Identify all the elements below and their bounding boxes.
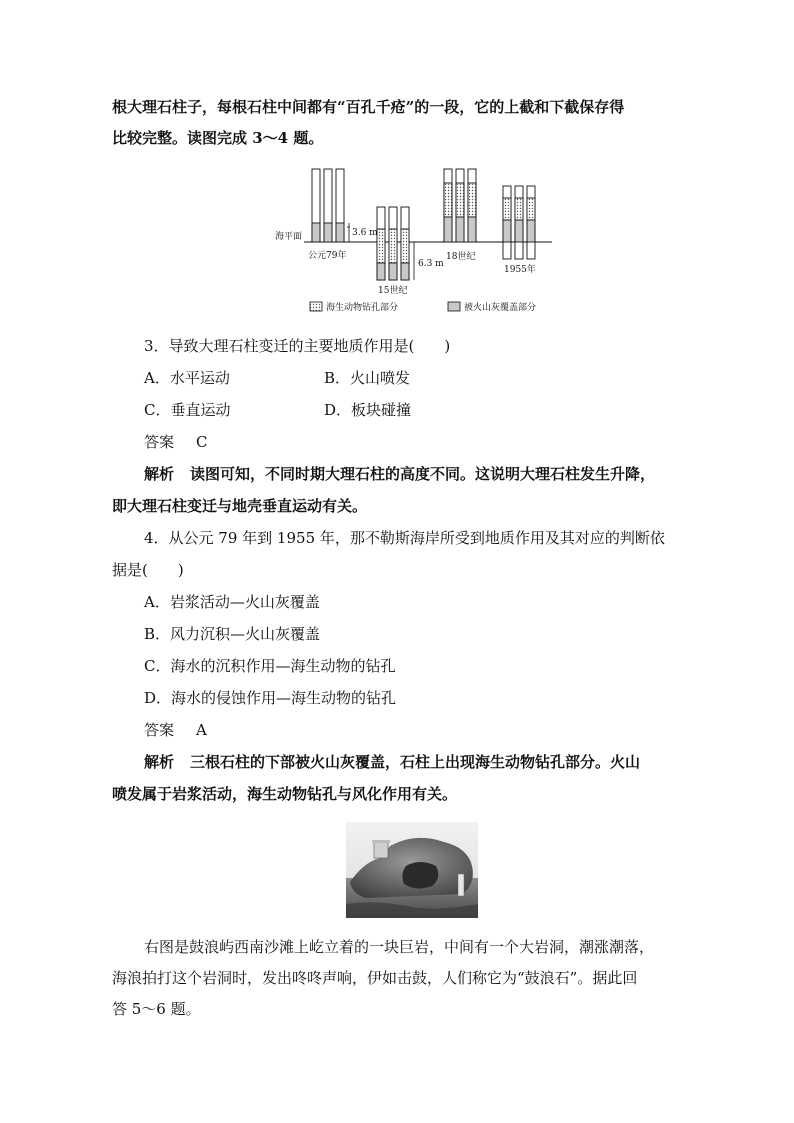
gulang-rock-photo [346,822,478,918]
q3-answer-label: 答案 [144,433,175,451]
q4-option-c: C．海水的沉积作用—海生动物的钻孔 [144,657,396,675]
q3-analysis-line-2: 即大理石柱变迁与地壳垂直运动有关。 [112,497,368,515]
pillar-group-1955 [503,186,535,259]
height-label-1: 3.6 m [352,228,378,238]
q4-analysis-line-2: 喷发属于岩浆活动，海生动物钻孔与风化作用有关。 [112,785,458,803]
period-label-1955: 1955年 [504,265,536,275]
q3-option-b: B．火山喷发 [324,369,411,387]
pillar-group-79 [312,169,344,242]
pillar-group-18c [444,169,476,242]
height-label-2: 6.3 m [418,259,444,269]
q3-answer [144,432,208,452]
q4-answer-label: 答案 [144,721,175,739]
legend-ash-label: 被火山灰覆盖部分 [464,303,537,313]
pillar-diagram [270,165,560,320]
legend-drill-label: 海生动物钻孔部分 [326,303,399,313]
q4-analysis-line-1 [144,752,640,772]
q3-option-c: C．垂直运动 [144,401,231,419]
q4-option-a: A．岩浆活动—火山灰覆盖 [144,593,320,611]
legend-drill-swatch [310,302,322,311]
intro-line-1: 根大理石柱子，每根石柱中间都有“百孔千疮”的一段，它的上截和下截保存得 [112,98,625,116]
legend-ash-swatch [448,302,460,311]
q3-analysis-label: 解析 [144,465,175,483]
q4-stem-line-2: 据是( ) [112,561,184,579]
q4-analysis-text-1: 三根石柱的下部被火山灰覆盖，石柱上出现海生动物钻孔部分。火山 [190,753,641,771]
q3-analysis-line-1 [144,464,655,484]
q3-analysis-text-1: 读图可知，不同时期大理石柱的高度不同。这说明大理石柱发生升降， [190,465,656,483]
sea-level-label: 海平面 [275,232,303,242]
q4-stem-line-1: 4．从公元 79 年到 1955 年，那不勒斯海岸所受到地质作用及其对应的判断依 [144,529,665,547]
q4-answer [144,720,207,740]
passage2-line-3: 答 5～6 题。 [112,1000,201,1018]
q3-stem: 3．导致大理石柱变迁的主要地质作用是( ) [144,337,451,355]
q3-option-a: A．水平运动 [144,369,230,387]
pillar-group-15c [377,207,409,280]
q3-option-d: D．板块碰撞 [324,401,412,419]
period-label-18c: 18世纪 [446,252,476,262]
q3-answer-value: C [196,433,208,451]
q4-answer-value: A [196,721,207,739]
passage2-line-1 [144,937,654,957]
passage2-text-1: 右图是鼓浪屿西南沙滩上屹立着的一块巨岩，中间有一个大岩洞，潮涨潮落， [144,938,655,956]
period-label-15c: 15世纪 [378,286,408,296]
q4-option-b: B．风力沉积—火山灰覆盖 [144,625,321,643]
period-label-79: 公元79年 [308,251,347,261]
intro-line-2: 比较完整。读图完成 3～4 题。 [112,129,324,147]
q4-option-d: D．海水的侵蚀作用—海生动物的钻孔 [144,689,397,707]
q4-analysis-label: 解析 [144,753,175,771]
passage2-line-2: 海浪拍打这个岩洞时，发出咚咚声响，伊如击鼓，人们称它为“鼓浪石”。据此回 [112,969,638,987]
